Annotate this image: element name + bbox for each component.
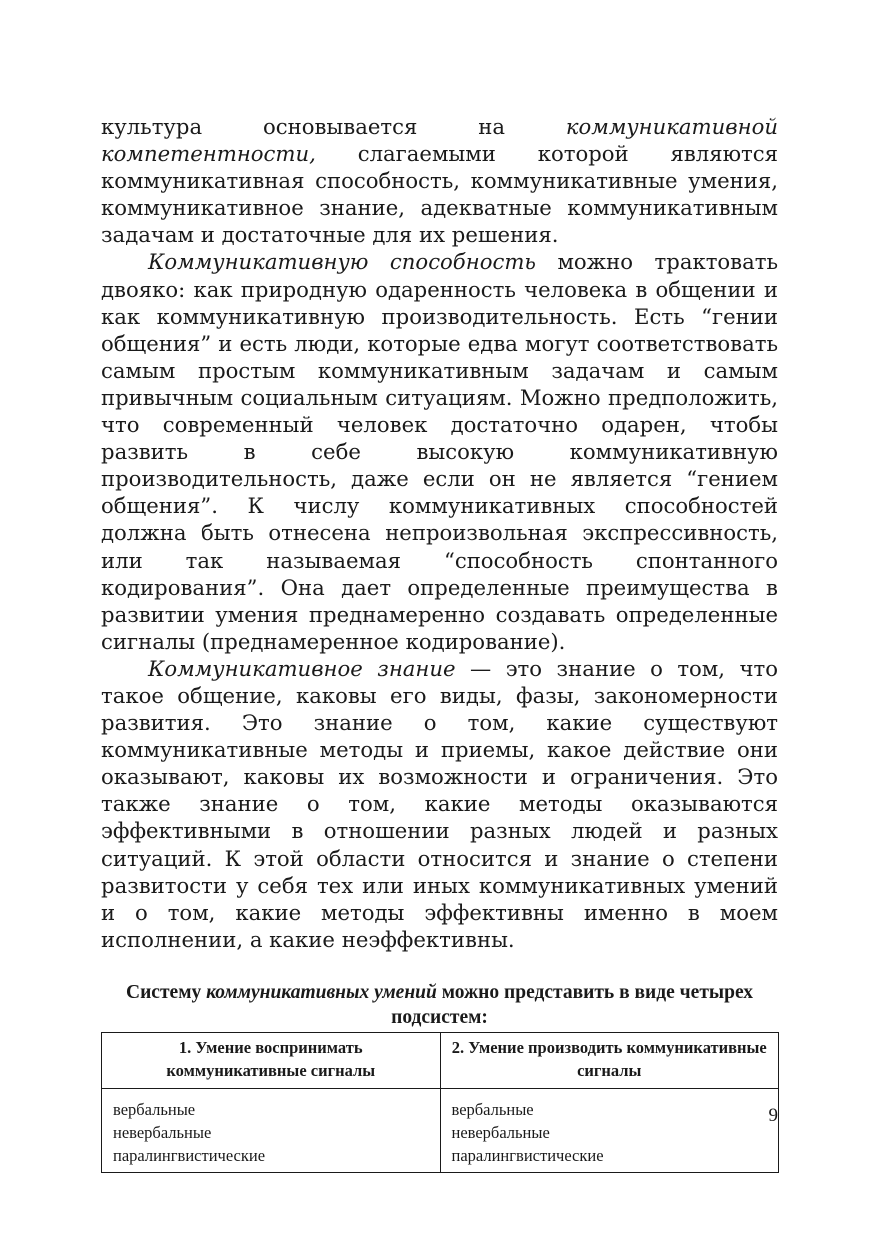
cell-item: вербальные bbox=[113, 1099, 196, 1119]
cell-item: вербальные bbox=[451, 1099, 534, 1119]
page-body bbox=[101, 113, 778, 1173]
table-row bbox=[102, 1088, 779, 1172]
table-cell-produce bbox=[440, 1088, 779, 1172]
paragraph-text: слагаемыми которой являются коммуникативная способность, коммуникативные умения, коммуникативное знание, адекватные коммуникативным задачам и достаточные для их решения. bbox=[101, 141, 778, 248]
cell-item: невербальные bbox=[451, 1122, 550, 1142]
caption-text: можно представить в виде четырех подсистем: bbox=[391, 981, 754, 1028]
paragraph-communicative-ability bbox=[101, 248, 778, 654]
term-communicative-knowledge: Коммуникативное знание bbox=[148, 655, 456, 681]
cell-item: паралингвистические bbox=[113, 1145, 266, 1165]
page-number: 9 bbox=[768, 1105, 778, 1126]
paragraph-text: культура основывается на bbox=[101, 114, 566, 139]
paragraph-text: можно трактовать двояко: как природную одаренность человека в общении и как коммуникативную производительность. Есть “гении общения” и есть люди, которые едва могут соответствовать самым простым коммуникативным задачам и самым привычным социальным ситуациям. Можно предположить, что современный человек достаточно одарен, чтобы развить в себе высокую коммуникативную производительность, даже если он не является “гением общения”. К числу коммуникативных способностей должна быть отнесена непроизвольная экспрессивность, или так называемая “способность спонтанного кодирования”. Она дает определенные преимущества в развитии умения преднамеренно создавать определенные сигналы (преднамеренное кодирование). bbox=[101, 249, 778, 654]
term-communicative-competence: коммуникативной компетентности, bbox=[101, 114, 778, 167]
table-header-row bbox=[102, 1032, 779, 1088]
table-cell-perceive bbox=[102, 1088, 441, 1172]
paragraph-text: — это знание о том, что такое общение, каковы его виды, фазы, закономерности развития. Это знание о том, какие существуют коммуникативные методы и приемы, какое действие они оказывают, каковы их возможности и ограничения. Это также знание о том, какие методы оказываются эффективными в отношении разных людей и разных ситуаций. К этой области относится и знание о степени развитости у себя тех или иных коммуникативных умений и о том, какие методы эффективны именно в моем исполнении, а какие неэффективны. bbox=[101, 655, 778, 952]
cell-item: невербальные bbox=[113, 1122, 212, 1142]
paragraph-communicative-competence bbox=[101, 113, 778, 248]
cell-item: паралингвистические bbox=[451, 1145, 604, 1165]
term-communicative-ability: Коммуникативную способность bbox=[148, 249, 536, 275]
table-header-perceive: 1. Умение воспринимать коммуникативные сигналы bbox=[102, 1032, 441, 1088]
caption-term: коммуникативных умений bbox=[206, 981, 437, 1003]
subsystems-table bbox=[101, 1032, 779, 1173]
caption-text: Систему bbox=[125, 981, 207, 1003]
table-caption bbox=[101, 980, 778, 1030]
paragraph-communicative-knowledge bbox=[101, 655, 778, 953]
table-header-produce: 2. Умение производить коммуникативные сигналы bbox=[440, 1032, 779, 1088]
